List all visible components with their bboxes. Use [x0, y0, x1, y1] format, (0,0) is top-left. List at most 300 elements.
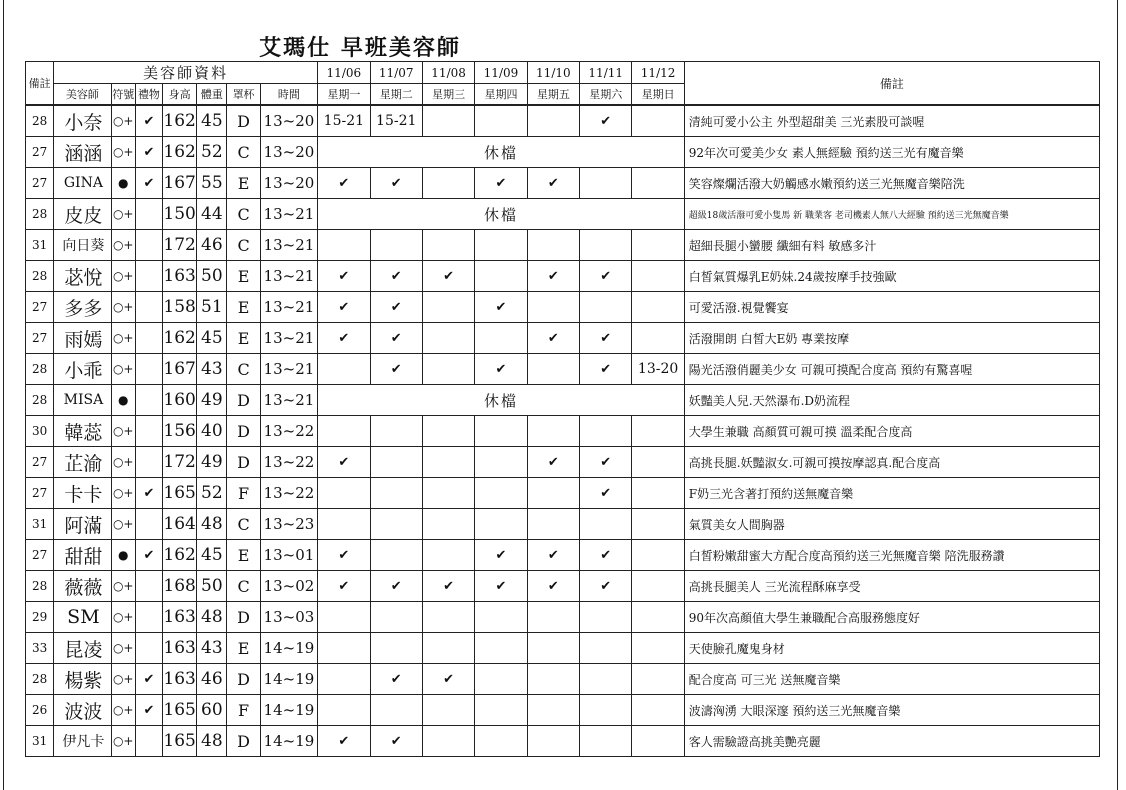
remark-cell: 配合度高 可三光 送無魔音樂: [684, 664, 1099, 695]
day-cell: [370, 633, 422, 664]
day-cell: [475, 105, 527, 137]
height-cell: 162: [162, 137, 196, 168]
time-cell: 14~19: [260, 695, 317, 726]
day-cell: [527, 230, 579, 261]
header-date: 11/08: [422, 62, 474, 84]
day-cell: ✔: [318, 447, 370, 478]
day-cell: [527, 292, 579, 323]
gift-cell: [135, 602, 162, 633]
cup-cell: D: [227, 385, 260, 416]
day-cell: [580, 509, 632, 540]
day-cell: [422, 105, 474, 137]
document-title: 艾瑪仕 早班美容師: [259, 35, 461, 61]
header-cup-col: 罩杯: [227, 84, 260, 106]
name-cell: 楊紫: [54, 664, 111, 695]
day-cell: [527, 416, 579, 447]
left-border-line: [3, 0, 4, 790]
day-cell: ✔: [475, 168, 527, 199]
name-cell: 苾悅: [54, 261, 111, 292]
table-row: [26, 602, 1100, 633]
symbol-cell: ○+: [111, 664, 135, 695]
day-cell: ✔: [370, 726, 422, 757]
age-cell: 28: [26, 261, 54, 292]
height-cell: 165: [162, 726, 196, 757]
name-cell: 小奈: [54, 105, 111, 137]
day-cell: [527, 478, 579, 509]
schedule-body: [26, 105, 1100, 757]
table-row: [26, 695, 1100, 726]
height-cell: 163: [162, 261, 196, 292]
cup-cell: E: [227, 540, 260, 571]
height-cell: 167: [162, 168, 196, 199]
day-cell: [632, 695, 684, 726]
age-cell: 27: [26, 447, 54, 478]
day-cell: [422, 695, 474, 726]
cup-cell: C: [227, 137, 260, 168]
symbol-cell: ○+: [111, 105, 135, 137]
name-cell: 昆凌: [54, 633, 111, 664]
day-cell: [370, 478, 422, 509]
gift-cell: [135, 199, 162, 230]
day-cell: [370, 695, 422, 726]
day-cell: [475, 664, 527, 695]
name-cell: 皮皮: [54, 199, 111, 230]
day-cell: [632, 664, 684, 695]
age-cell: 29: [26, 602, 54, 633]
day-cell: ✔: [527, 261, 579, 292]
table-row: [26, 540, 1100, 571]
remark-cell: 超細長腿小蠻腰 纖細有料 敏感多汁: [684, 230, 1099, 261]
height-cell: 172: [162, 447, 196, 478]
day-cell: [422, 633, 474, 664]
symbol-cell: ○+: [111, 695, 135, 726]
day-cell: [370, 509, 422, 540]
remark-cell: F奶三光含著打預約送無魔音樂: [684, 478, 1099, 509]
day-cell: ✔: [370, 323, 422, 354]
name-cell: 涵涵: [54, 137, 111, 168]
day-cell: [422, 168, 474, 199]
symbol-cell: ○+: [111, 292, 135, 323]
table-row: [26, 664, 1100, 695]
header-date: 11/12: [632, 62, 684, 84]
day-cell: [632, 509, 684, 540]
day-cell: ✔: [370, 261, 422, 292]
day-cell: 13-20: [632, 354, 684, 385]
symbol-cell: ○+: [111, 633, 135, 664]
cup-cell: D: [227, 664, 260, 695]
header-date: 11/11: [580, 62, 632, 84]
table-row: [26, 292, 1100, 323]
day-cell: [370, 540, 422, 571]
day-cell: ✔: [580, 323, 632, 354]
remark-cell: 高挑長腿.妖豔淑女.可親可摸按摩認真.配合度高: [684, 447, 1099, 478]
gift-cell: ✔: [135, 664, 162, 695]
day-cell: [527, 354, 579, 385]
symbol-cell: ○+: [111, 571, 135, 602]
header-height-col: 身高: [162, 84, 196, 106]
gift-cell: ✔: [135, 137, 162, 168]
day-cell: [422, 478, 474, 509]
header-name-col: 美容師: [54, 84, 111, 106]
remark-cell: 大學生兼職 高顏質可親可摸 溫柔配合度高: [684, 416, 1099, 447]
table-row: [26, 137, 1100, 168]
weight-cell: 48: [197, 726, 227, 757]
cup-cell: C: [227, 199, 260, 230]
day-cell: 15-21: [370, 105, 422, 137]
header-weekday: 星期一: [318, 84, 370, 106]
name-cell: SM: [54, 602, 111, 633]
weight-cell: 48: [197, 509, 227, 540]
time-cell: 13~21: [260, 385, 317, 416]
weight-cell: 50: [197, 571, 227, 602]
gift-cell: ✔: [135, 168, 162, 199]
day-cell: [475, 447, 527, 478]
age-cell: 28: [26, 664, 54, 695]
weight-cell: 40: [197, 416, 227, 447]
day-cell: ✔: [370, 292, 422, 323]
day-cell: ✔: [475, 292, 527, 323]
table-row: [26, 571, 1100, 602]
cup-cell: D: [227, 447, 260, 478]
symbol-cell: ○+: [111, 354, 135, 385]
day-cell: ✔: [370, 664, 422, 695]
height-cell: 168: [162, 571, 196, 602]
name-cell: 芷渝: [54, 447, 111, 478]
day-cell: ✔: [318, 261, 370, 292]
day-cell: [580, 416, 632, 447]
symbol-cell: ○+: [111, 416, 135, 447]
header-weekday: 星期三: [422, 84, 474, 106]
day-cell: ✔: [370, 354, 422, 385]
day-cell: ✔: [475, 571, 527, 602]
symbol-cell: ○+: [111, 261, 135, 292]
gift-cell: ✔: [135, 478, 162, 509]
remark-cell: 波濤洶湧 大眼深邃 預約送三光無魔音樂: [684, 695, 1099, 726]
time-cell: 13~03: [260, 602, 317, 633]
header-time-col: 時間: [260, 84, 317, 106]
gift-cell: [135, 447, 162, 478]
cup-cell: F: [227, 695, 260, 726]
schedule-table: [25, 61, 1100, 757]
remark-cell: 白皙氣質爆乳E奶妹.24歲按摩手技強歐: [684, 261, 1099, 292]
day-cell: [580, 168, 632, 199]
gift-cell: [135, 571, 162, 602]
day-cell: ✔: [318, 540, 370, 571]
day-cell: ✔: [580, 447, 632, 478]
symbol-cell: ○+: [111, 137, 135, 168]
age-cell: 33: [26, 633, 54, 664]
weight-cell: 60: [197, 695, 227, 726]
gift-cell: [135, 385, 162, 416]
header-symbol-col: 符號: [111, 84, 135, 106]
day-cell: ✔: [318, 571, 370, 602]
day-cell: [632, 478, 684, 509]
cup-cell: E: [227, 168, 260, 199]
weight-cell: 44: [197, 199, 227, 230]
day-cell: [475, 726, 527, 757]
day-cell: [580, 664, 632, 695]
cup-cell: D: [227, 726, 260, 757]
table-row: [26, 199, 1100, 230]
off-duty-cell: 休檔: [318, 137, 685, 168]
day-cell: ✔: [422, 571, 474, 602]
time-cell: 13~02: [260, 571, 317, 602]
day-cell: [632, 323, 684, 354]
weight-cell: 49: [197, 447, 227, 478]
table-row: [26, 105, 1100, 137]
time-cell: 13~21: [260, 323, 317, 354]
name-cell: 伊凡卡: [54, 726, 111, 757]
day-cell: [370, 602, 422, 633]
weight-cell: 45: [197, 323, 227, 354]
age-cell: 31: [26, 509, 54, 540]
header-weekday: 星期五: [527, 84, 579, 106]
gift-cell: [135, 323, 162, 354]
day-cell: ✔: [318, 292, 370, 323]
day-cell: [475, 478, 527, 509]
day-cell: ✔: [527, 447, 579, 478]
day-cell: [527, 509, 579, 540]
day-cell: ✔: [422, 664, 474, 695]
header-weight-col: 體重: [197, 84, 227, 106]
time-cell: 13~22: [260, 478, 317, 509]
header-notes: 備註: [684, 62, 1099, 106]
weight-cell: 46: [197, 664, 227, 695]
name-cell: GINA: [54, 168, 111, 199]
day-cell: [475, 602, 527, 633]
day-cell: ✔: [527, 168, 579, 199]
remark-cell: 活潑開朗 白皙大E奶 專業按摩: [684, 323, 1099, 354]
age-cell: 28: [26, 199, 54, 230]
name-cell: 甜甜: [54, 540, 111, 571]
name-cell: 向日葵: [54, 230, 111, 261]
header-date: 11/06: [318, 62, 370, 84]
height-cell: 162: [162, 540, 196, 571]
day-cell: ✔: [318, 726, 370, 757]
day-cell: [422, 323, 474, 354]
height-cell: 150: [162, 199, 196, 230]
header-row-top: [26, 62, 1100, 84]
time-cell: 14~19: [260, 664, 317, 695]
time-cell: 13~21: [260, 230, 317, 261]
day-cell: [422, 447, 474, 478]
time-cell: 14~19: [260, 633, 317, 664]
height-cell: 158: [162, 292, 196, 323]
cup-cell: D: [227, 602, 260, 633]
day-cell: ✔: [318, 323, 370, 354]
table-row: [26, 323, 1100, 354]
day-cell: [632, 168, 684, 199]
day-cell: [580, 726, 632, 757]
time-cell: 13~23: [260, 509, 317, 540]
day-cell: ✔: [580, 571, 632, 602]
table-row: [26, 385, 1100, 416]
day-cell: [527, 695, 579, 726]
remark-cell: 妖豔美人兒.天然瀑布.D奶流程: [684, 385, 1099, 416]
day-cell: [580, 292, 632, 323]
height-cell: 163: [162, 633, 196, 664]
table-row: [26, 478, 1100, 509]
time-cell: 13~22: [260, 447, 317, 478]
table-row: [26, 261, 1100, 292]
name-cell: 薇薇: [54, 571, 111, 602]
remark-cell: 超級18歲活潑可愛小隻馬 新 職業客 老司機素人無八大經驗 預約送三光無魔音樂: [684, 199, 1099, 230]
day-cell: [422, 292, 474, 323]
weight-cell: 55: [197, 168, 227, 199]
symbol-cell: ○+: [111, 602, 135, 633]
header-weekday: 星期六: [580, 84, 632, 106]
time-cell: 13~21: [260, 199, 317, 230]
right-border-line: [1117, 0, 1118, 790]
day-cell: ✔: [475, 540, 527, 571]
weight-cell: 43: [197, 633, 227, 664]
name-cell: 卡卡: [54, 478, 111, 509]
remark-cell: 92年次可愛美少女 素人無經驗 預約送三光有魔音樂: [684, 137, 1099, 168]
day-cell: ✔: [580, 261, 632, 292]
day-cell: [632, 726, 684, 757]
cup-cell: C: [227, 571, 260, 602]
remark-cell: 清純可愛小公主 外型超甜美 三光素股可談喔: [684, 105, 1099, 137]
gift-cell: [135, 292, 162, 323]
day-cell: [475, 230, 527, 261]
symbol-cell: ○+: [111, 447, 135, 478]
day-cell: [318, 695, 370, 726]
day-cell: [475, 323, 527, 354]
symbol-cell: ○+: [111, 509, 135, 540]
day-cell: [370, 230, 422, 261]
day-cell: ✔: [370, 168, 422, 199]
age-cell: 28: [26, 571, 54, 602]
day-cell: [422, 602, 474, 633]
day-cell: ✔: [527, 571, 579, 602]
day-cell: [422, 416, 474, 447]
symbol-cell: ●: [111, 540, 135, 571]
table-row: [26, 509, 1100, 540]
day-cell: ✔: [527, 540, 579, 571]
day-cell: [632, 105, 684, 137]
day-cell: [318, 478, 370, 509]
day-cell: [422, 726, 474, 757]
height-cell: 165: [162, 695, 196, 726]
height-cell: 162: [162, 323, 196, 354]
header-info-group: 美容師資料: [54, 62, 318, 84]
header-date: 11/10: [527, 62, 579, 84]
gift-cell: [135, 633, 162, 664]
age-cell: 27: [26, 540, 54, 571]
cup-cell: E: [227, 323, 260, 354]
day-cell: [580, 695, 632, 726]
time-cell: 13~20: [260, 137, 317, 168]
table-row: [26, 447, 1100, 478]
cup-cell: E: [227, 633, 260, 664]
time-cell: 13~20: [260, 168, 317, 199]
day-cell: [632, 261, 684, 292]
symbol-cell: ○+: [111, 230, 135, 261]
header-date: 11/09: [475, 62, 527, 84]
remark-cell: 氣質美女人間胸器: [684, 509, 1099, 540]
day-cell: [527, 726, 579, 757]
age-cell: 28: [26, 354, 54, 385]
day-cell: [632, 230, 684, 261]
day-cell: [475, 633, 527, 664]
name-cell: 阿滿: [54, 509, 111, 540]
table-row: [26, 416, 1100, 447]
day-cell: ✔: [527, 323, 579, 354]
day-cell: [318, 633, 370, 664]
weight-cell: 45: [197, 540, 227, 571]
day-cell: [475, 695, 527, 726]
day-cell: [632, 540, 684, 571]
time-cell: 13~22: [260, 416, 317, 447]
day-cell: [422, 540, 474, 571]
day-cell: [580, 633, 632, 664]
height-cell: 162: [162, 105, 196, 137]
time-cell: 13~21: [260, 261, 317, 292]
gift-cell: ✔: [135, 695, 162, 726]
height-cell: 164: [162, 509, 196, 540]
header-weekday: 星期二: [370, 84, 422, 106]
header-gap-label: 備註: [26, 62, 54, 106]
header-weekday: 星期四: [475, 84, 527, 106]
gift-cell: [135, 354, 162, 385]
cup-cell: E: [227, 292, 260, 323]
header-date: 11/07: [370, 62, 422, 84]
day-cell: 15-21: [318, 105, 370, 137]
name-cell: 多多: [54, 292, 111, 323]
day-cell: [632, 447, 684, 478]
time-cell: 14~19: [260, 726, 317, 757]
day-cell: [422, 354, 474, 385]
day-cell: ✔: [580, 354, 632, 385]
day-cell: [527, 664, 579, 695]
cup-cell: C: [227, 354, 260, 385]
time-cell: 13~01: [260, 540, 317, 571]
cup-cell: D: [227, 416, 260, 447]
name-cell: 韓蕊: [54, 416, 111, 447]
remark-cell: 笑容燦爛活潑大奶觸感水嫩預約送三光無魔音樂陪洗: [684, 168, 1099, 199]
header-weekday: 星期日: [632, 84, 684, 106]
day-cell: [632, 416, 684, 447]
day-cell: [318, 354, 370, 385]
day-cell: [632, 571, 684, 602]
table-row: [26, 726, 1100, 757]
age-cell: 28: [26, 105, 54, 137]
day-cell: [580, 602, 632, 633]
day-cell: [475, 509, 527, 540]
day-cell: [632, 292, 684, 323]
name-cell: 雨嫣: [54, 323, 111, 354]
name-cell: 小乖: [54, 354, 111, 385]
off-duty-cell: 休檔: [318, 385, 685, 416]
header-gift-col: 禮物: [135, 84, 162, 106]
day-cell: [370, 416, 422, 447]
weight-cell: 51: [197, 292, 227, 323]
gift-cell: ✔: [135, 540, 162, 571]
height-cell: 163: [162, 664, 196, 695]
day-cell: [527, 633, 579, 664]
day-cell: [632, 633, 684, 664]
day-cell: [318, 416, 370, 447]
weight-cell: 52: [197, 137, 227, 168]
day-cell: ✔: [580, 478, 632, 509]
day-cell: ✔: [422, 261, 474, 292]
symbol-cell: ●: [111, 168, 135, 199]
cup-cell: E: [227, 261, 260, 292]
day-cell: ✔: [580, 540, 632, 571]
age-cell: 27: [26, 478, 54, 509]
day-cell: [370, 447, 422, 478]
time-cell: 13~20: [260, 105, 317, 137]
